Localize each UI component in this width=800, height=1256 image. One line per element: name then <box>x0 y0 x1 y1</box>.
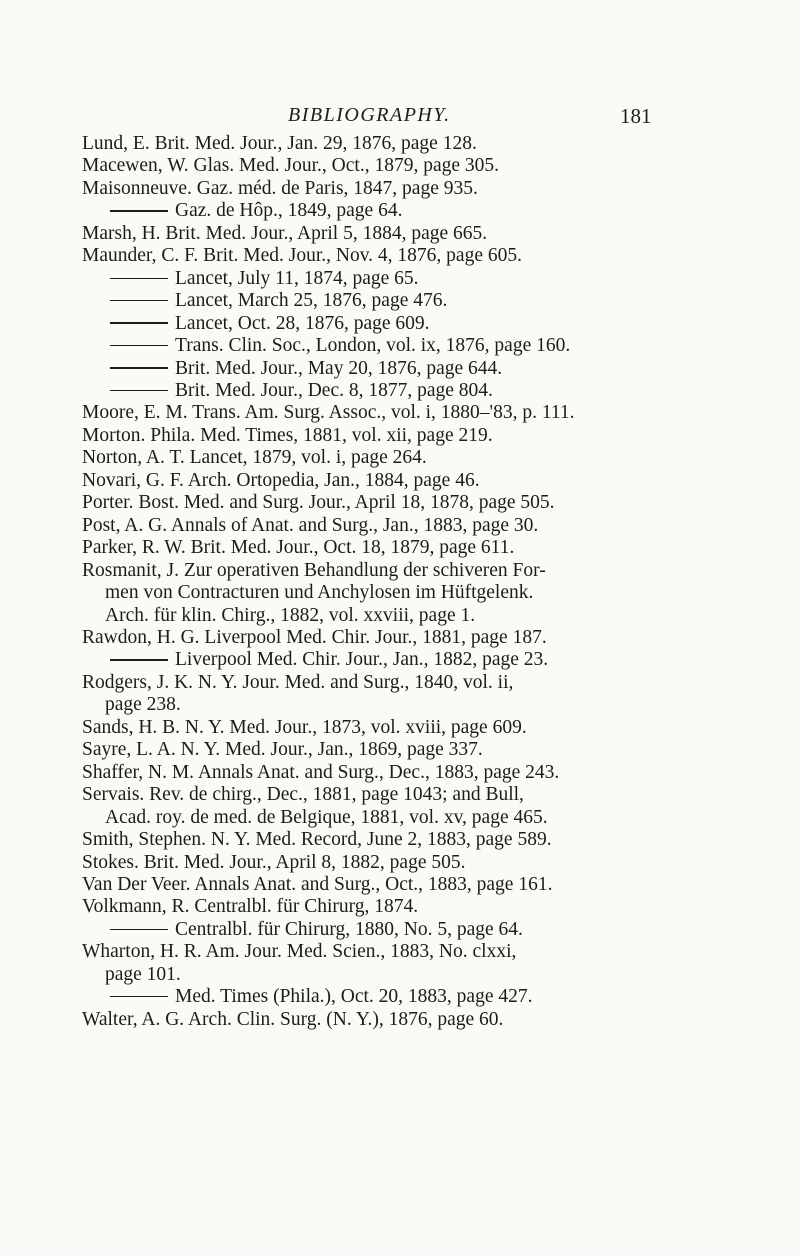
entry-text: Norton, A. T. Lancet, 1879, vol. i, page 264. <box>82 447 427 469</box>
entry-text: Stokes. Brit. Med. Jour., April 8, 1882, page 505. <box>82 851 466 873</box>
bibliography-subentry <box>82 313 722 335</box>
bibliography-entry <box>82 672 722 717</box>
entry-text: Van Der Veer. Annals Anat. and Surg., Oct., 1883, page 161. <box>82 873 553 895</box>
bibliography-entry <box>82 874 722 896</box>
bibliography-subentry <box>82 919 722 941</box>
bibliography-subentry <box>82 986 722 1008</box>
entry-text: Novari, G. F. Arch. Ortopedia, Jan., 1884, page 46. <box>82 469 480 491</box>
ditto-dash <box>110 659 168 660</box>
bibliography-entry <box>82 155 722 177</box>
entry-text: Parker, R. W. Brit. Med. Jour., Oct. 18, 1879, page 611. <box>82 537 515 559</box>
bibliography-entry <box>82 470 722 492</box>
bibliography-entry <box>82 133 722 155</box>
bibliography-entry <box>82 537 722 559</box>
entry-continuation: page 101. <box>105 963 181 985</box>
entry-text: Post, A. G. Annals of Anat. and Surg., Jan., 1883, page 30. <box>82 514 539 536</box>
entry-text: Walter, A. G. Arch. Clin. Surg. (N. Y.), 1876, page 60. <box>82 1008 504 1030</box>
entry-continuation: page 238. <box>105 694 181 716</box>
entry-text: Trans. Clin. Soc., London, vol. ix, 1876, page 160. <box>175 335 571 357</box>
ditto-dash <box>110 390 168 391</box>
entry-text: Volkmann, R. Centralbl. für Chirurg, 1874. <box>82 896 419 918</box>
bibliography-entry <box>82 896 722 918</box>
entry-text: Rawdon, H. G. Liverpool Med. Chir. Jour., 1881, page 187. <box>82 626 547 648</box>
entry-text: Liverpool Med. Chir. Jour., Jan., 1882, page 23. <box>175 649 549 671</box>
entry-text: Lund, E. Brit. Med. Jour., Jan. 29, 1876, page 128. <box>82 133 477 154</box>
bibliography-entry <box>82 447 722 469</box>
ditto-dash <box>110 367 168 368</box>
bibliography-entry <box>82 515 722 537</box>
entry-text: Rodgers, J. K. N. Y. Jour. Med. and Surg., 1840, vol. ii, <box>82 671 514 693</box>
bibliography-entry <box>82 739 722 761</box>
entry-text: Gaz. de Hôp., 1849, page 64. <box>175 200 403 222</box>
entry-text: Brit. Med. Jour., May 20, 1876, page 644. <box>175 357 503 379</box>
entry-continuation: Arch. für klin. Chirg., 1882, vol. xxviii, page 1. <box>105 604 476 626</box>
entry-text: Servais. Rev. de chirg., Dec., 1881, page 1043; and Bull, <box>82 784 524 806</box>
bibliography-entry <box>82 852 722 874</box>
ditto-dash <box>110 278 168 279</box>
entry-text: Morton. Phila. Med. Times, 1881, vol. xii, page 219. <box>82 424 493 446</box>
ditto-dash <box>110 345 168 346</box>
entry-text: Wharton, H. R. Am. Jour. Med. Scien., 1883, No. clxxi, <box>82 941 517 963</box>
bibliography-entry <box>82 560 722 627</box>
bibliography-entry <box>82 402 722 424</box>
bibliography-entry <box>82 245 722 267</box>
entry-text: Sands, H. B. N. Y. Med. Jour., 1873, vol. xviii, page 609. <box>82 716 527 738</box>
entry-text: Lancet, July 11, 1874, page 65. <box>175 267 419 289</box>
page-header <box>0 104 800 134</box>
entry-text: Centralbl. für Chirurg, 1880, No. 5, page 64. <box>175 918 523 940</box>
bibliography-subentry <box>82 649 722 671</box>
entry-text: Maunder, C. F. Brit. Med. Jour., Nov. 4, 1876, page 605. <box>82 245 522 267</box>
bibliography-entry <box>82 627 722 649</box>
entry-continuation: men von Contracturen und Anchylosen im Hüftgelenk. <box>105 582 534 604</box>
page-number: 181 <box>620 104 652 128</box>
ditto-dash <box>110 929 168 930</box>
entry-text: Maisonneuve. Gaz. méd. de Paris, 1847, page 935. <box>82 177 478 199</box>
bibliography-entry <box>82 223 722 245</box>
entry-text: Macewen, W. Glas. Med. Jour., Oct., 1879, page 305. <box>82 155 500 177</box>
entry-text: Lancet, March 25, 1876, page 476. <box>175 290 448 312</box>
entry-text: Sayre, L. A. N. Y. Med. Jour., Jan., 1869, page 337. <box>82 739 483 761</box>
ditto-dash <box>110 322 168 323</box>
bibliography-subentry <box>82 290 722 312</box>
bibliography-entry <box>82 717 722 739</box>
entry-text: Porter. Bost. Med. and Surg. Jour., April 18, 1878, page 505. <box>82 492 555 514</box>
entry-text: Med. Times (Phila.), Oct. 20, 1883, page 427. <box>175 986 533 1008</box>
bibliography-subentry <box>82 358 722 380</box>
bibliography-subentry <box>82 268 722 290</box>
entry-text: Moore, E. M. Trans. Am. Surg. Assoc., vol. i, 1880–'83, p. 111. <box>82 402 575 424</box>
bibliography-entry <box>82 178 722 200</box>
entry-text: Lancet, Oct. 28, 1876, page 609. <box>175 312 430 334</box>
bibliography-entry <box>82 784 722 829</box>
bibliography-subentry <box>82 200 722 222</box>
running-title: BIBLIOGRAPHY. <box>288 104 451 126</box>
ditto-dash <box>110 210 168 211</box>
bibliography-entry <box>82 941 722 986</box>
bibliography-list <box>82 133 722 1031</box>
entry-text: Smith, Stephen. N. Y. Med. Record, June 2, 1883, page 589. <box>82 829 552 851</box>
entry-continuation: Acad. roy. de med. de Belgique, 1881, vol. xv, page 465. <box>105 806 548 828</box>
bibliography-entry <box>82 829 722 851</box>
ditto-dash <box>110 300 168 301</box>
ditto-dash <box>110 996 168 997</box>
bibliography-entry <box>82 425 722 447</box>
entry-text: Rosmanit, J. Zur operativen Behandlung der schiveren For- <box>82 559 546 581</box>
bibliography-entry <box>82 1009 722 1031</box>
bibliography-subentry <box>82 380 722 402</box>
entry-text: Brit. Med. Jour., Dec. 8, 1877, page 804. <box>175 379 493 401</box>
bibliography-entry <box>82 762 722 784</box>
bibliography-subentry <box>82 335 722 357</box>
bibliography-entry <box>82 492 722 514</box>
entry-text: Marsh, H. Brit. Med. Jour., April 5, 1884, page 665. <box>82 222 488 244</box>
entry-text: Shaffer, N. M. Annals Anat. and Surg., Dec., 1883, page 243. <box>82 761 560 783</box>
